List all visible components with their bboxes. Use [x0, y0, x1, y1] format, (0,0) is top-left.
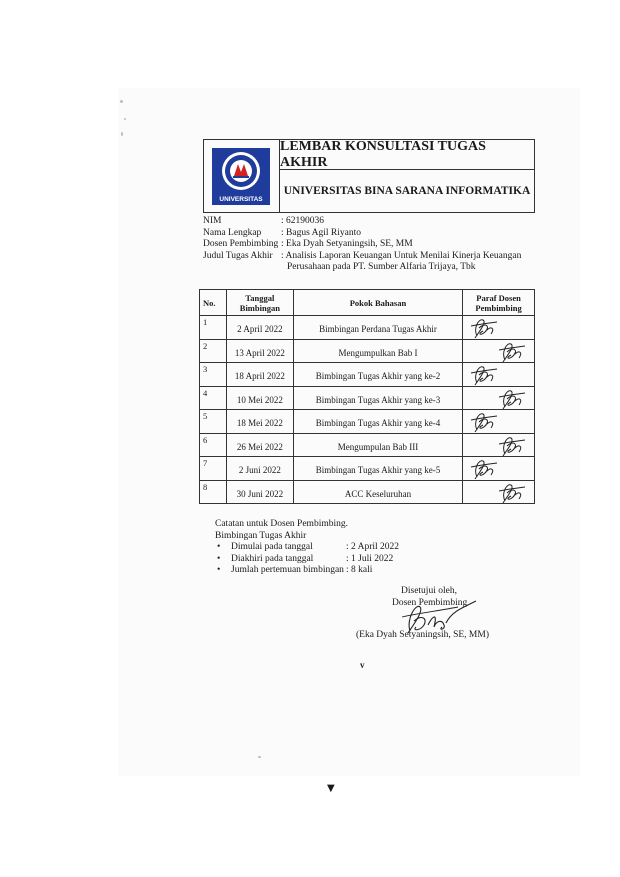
student-info	[203, 216, 551, 274]
approver-name: (Eka Dyah Setyaningsih, SE, MM)	[356, 630, 489, 640]
info-value: : Analisis Laporan Keuangan Untuk Menilai Kinerja Keuangan	[281, 250, 522, 261]
bullet-icon: •	[217, 565, 221, 575]
cell-paraf	[463, 316, 535, 340]
scan-speck	[121, 132, 123, 136]
cell-paraf	[463, 410, 535, 434]
signature-icon	[495, 481, 529, 505]
notes-bullet	[215, 554, 399, 566]
info-row	[203, 251, 551, 263]
info-label: Judul Tugas Akhir	[203, 250, 273, 261]
cell-no: 4	[200, 386, 227, 410]
info-value: : 62190036	[281, 216, 325, 226]
notes-section	[215, 519, 399, 577]
table-row	[200, 433, 535, 457]
cell-paraf	[463, 339, 535, 363]
info-value: : Bagus Agil Riyanto	[281, 227, 361, 238]
table-row	[200, 410, 535, 434]
cell-no: 8	[200, 480, 227, 504]
bullet-value: : 8 kali	[346, 565, 373, 575]
cell-pokok: Mengumpulan Bab III	[293, 433, 462, 457]
approval-role: Dosen Pembimbing	[392, 597, 468, 608]
notes-subtitle: Bimbingan Tugas Akhir	[215, 530, 307, 541]
cell-pokok: Bimbingan Tugas Akhir yang ke-4	[293, 410, 462, 434]
cell-paraf	[463, 363, 535, 387]
signature-icon	[467, 410, 501, 434]
table-row	[200, 363, 535, 387]
cell-pokok: ACC Keseluruhan	[293, 480, 462, 504]
cell-pokok: Bimbingan Tugas Akhir yang ke-5	[293, 457, 462, 481]
cell-tanggal: 10 Mei 2022	[226, 386, 293, 410]
signature-icon	[495, 387, 529, 411]
cell-tanggal: 2 April 2022	[226, 316, 293, 340]
header-paraf: Paraf Dosen Pembimbing	[463, 290, 535, 316]
notes-title: Catatan untuk Dosen Pembimbing.	[215, 519, 348, 529]
cell-paraf	[463, 433, 535, 457]
cell-paraf	[463, 457, 535, 481]
arrow-down-icon: ▼	[327, 783, 335, 794]
signature-icon	[467, 457, 501, 481]
cell-no: 2	[200, 339, 227, 363]
bullet-value: : 1 Juli 2022	[346, 553, 394, 564]
header-pokok: Pokok Bahasan	[293, 290, 462, 316]
info-label: NIM	[203, 216, 222, 226]
signature-icon	[398, 597, 478, 639]
cell-tanggal: 18 April 2022	[226, 363, 293, 387]
approval-line: Disetujui oleh,	[401, 586, 457, 596]
cell-pokok: Bimbingan Tugas Akhir yang ke-2	[293, 363, 462, 387]
info-value: Perusahaan pada PT. Sumber Alfaria Trijaya, Tbk	[287, 262, 476, 272]
info-value: : Eka Dyah Setyaningsih, SE, MM	[281, 239, 413, 249]
cell-tanggal: 30 Juni 2022	[226, 480, 293, 504]
cell-tanggal: 13 April 2022	[226, 339, 293, 363]
scan-speck	[120, 100, 123, 103]
cell-no: 7	[200, 457, 227, 481]
cell-no: 3	[200, 363, 227, 387]
signature-icon	[467, 316, 501, 340]
signature-icon	[495, 340, 529, 364]
table-row	[200, 457, 535, 481]
header-tanggal: Tanggal Bimbingan	[226, 290, 293, 316]
bullet-key: Jumlah pertemuan bimbingan	[231, 565, 344, 575]
header-no: No.	[200, 290, 227, 316]
university-name: UNIVERSITAS BINA SARANA INFORMATIKA	[283, 185, 531, 197]
university-logo-icon	[212, 148, 270, 194]
cell-paraf	[463, 386, 535, 410]
info-label: Nama Lengkap	[203, 227, 262, 238]
bullet-icon: •	[217, 553, 221, 564]
cell-pokok: Bimbingan Tugas Akhir yang ke-3	[293, 386, 462, 410]
cell-pokok: Bimbingan Perdana Tugas Akhir	[293, 316, 462, 340]
logo-label: UNIVERSITAS	[212, 194, 270, 205]
info-row	[203, 239, 551, 251]
cell-tanggal: 18 Mei 2022	[226, 410, 293, 434]
consultation-table	[199, 289, 535, 504]
logo-cell	[204, 140, 280, 212]
page-number: v	[360, 660, 365, 670]
table-row	[200, 386, 535, 410]
info-label	[203, 262, 281, 274]
document-title: LEMBAR KONSULTASI TUGAS AKHIR	[280, 140, 534, 170]
cell-tanggal: 2 Juni 2022	[226, 457, 293, 481]
table-header-row	[200, 290, 535, 316]
table-row	[200, 339, 535, 363]
bullet-icon: •	[217, 542, 221, 552]
bullet-key: Dimulai pada tanggal	[231, 542, 313, 552]
signature-icon	[467, 363, 501, 387]
cell-pokok: Mengumpulkan Bab I	[293, 339, 462, 363]
cell-no: 6	[200, 433, 227, 457]
info-label: Dosen Pembimbing	[203, 239, 279, 249]
table-row	[200, 480, 535, 504]
cell-no: 5	[200, 410, 227, 434]
cell-paraf	[463, 480, 535, 504]
signature-icon	[495, 434, 529, 458]
scan-speck	[258, 756, 261, 758]
cell-tanggal: 26 Mei 2022	[226, 433, 293, 457]
bullet-key: Diakhiri pada tanggal	[231, 553, 314, 564]
bullet-value: : 2 April 2022	[346, 542, 400, 552]
info-row	[203, 216, 551, 228]
document-header	[203, 139, 535, 213]
cell-no: 1	[200, 316, 227, 340]
notes-bullet	[215, 565, 399, 577]
info-row	[203, 228, 551, 240]
info-row	[203, 262, 551, 274]
scan-speck	[124, 118, 126, 120]
notes-bullet	[215, 542, 399, 554]
table-row	[200, 316, 535, 340]
